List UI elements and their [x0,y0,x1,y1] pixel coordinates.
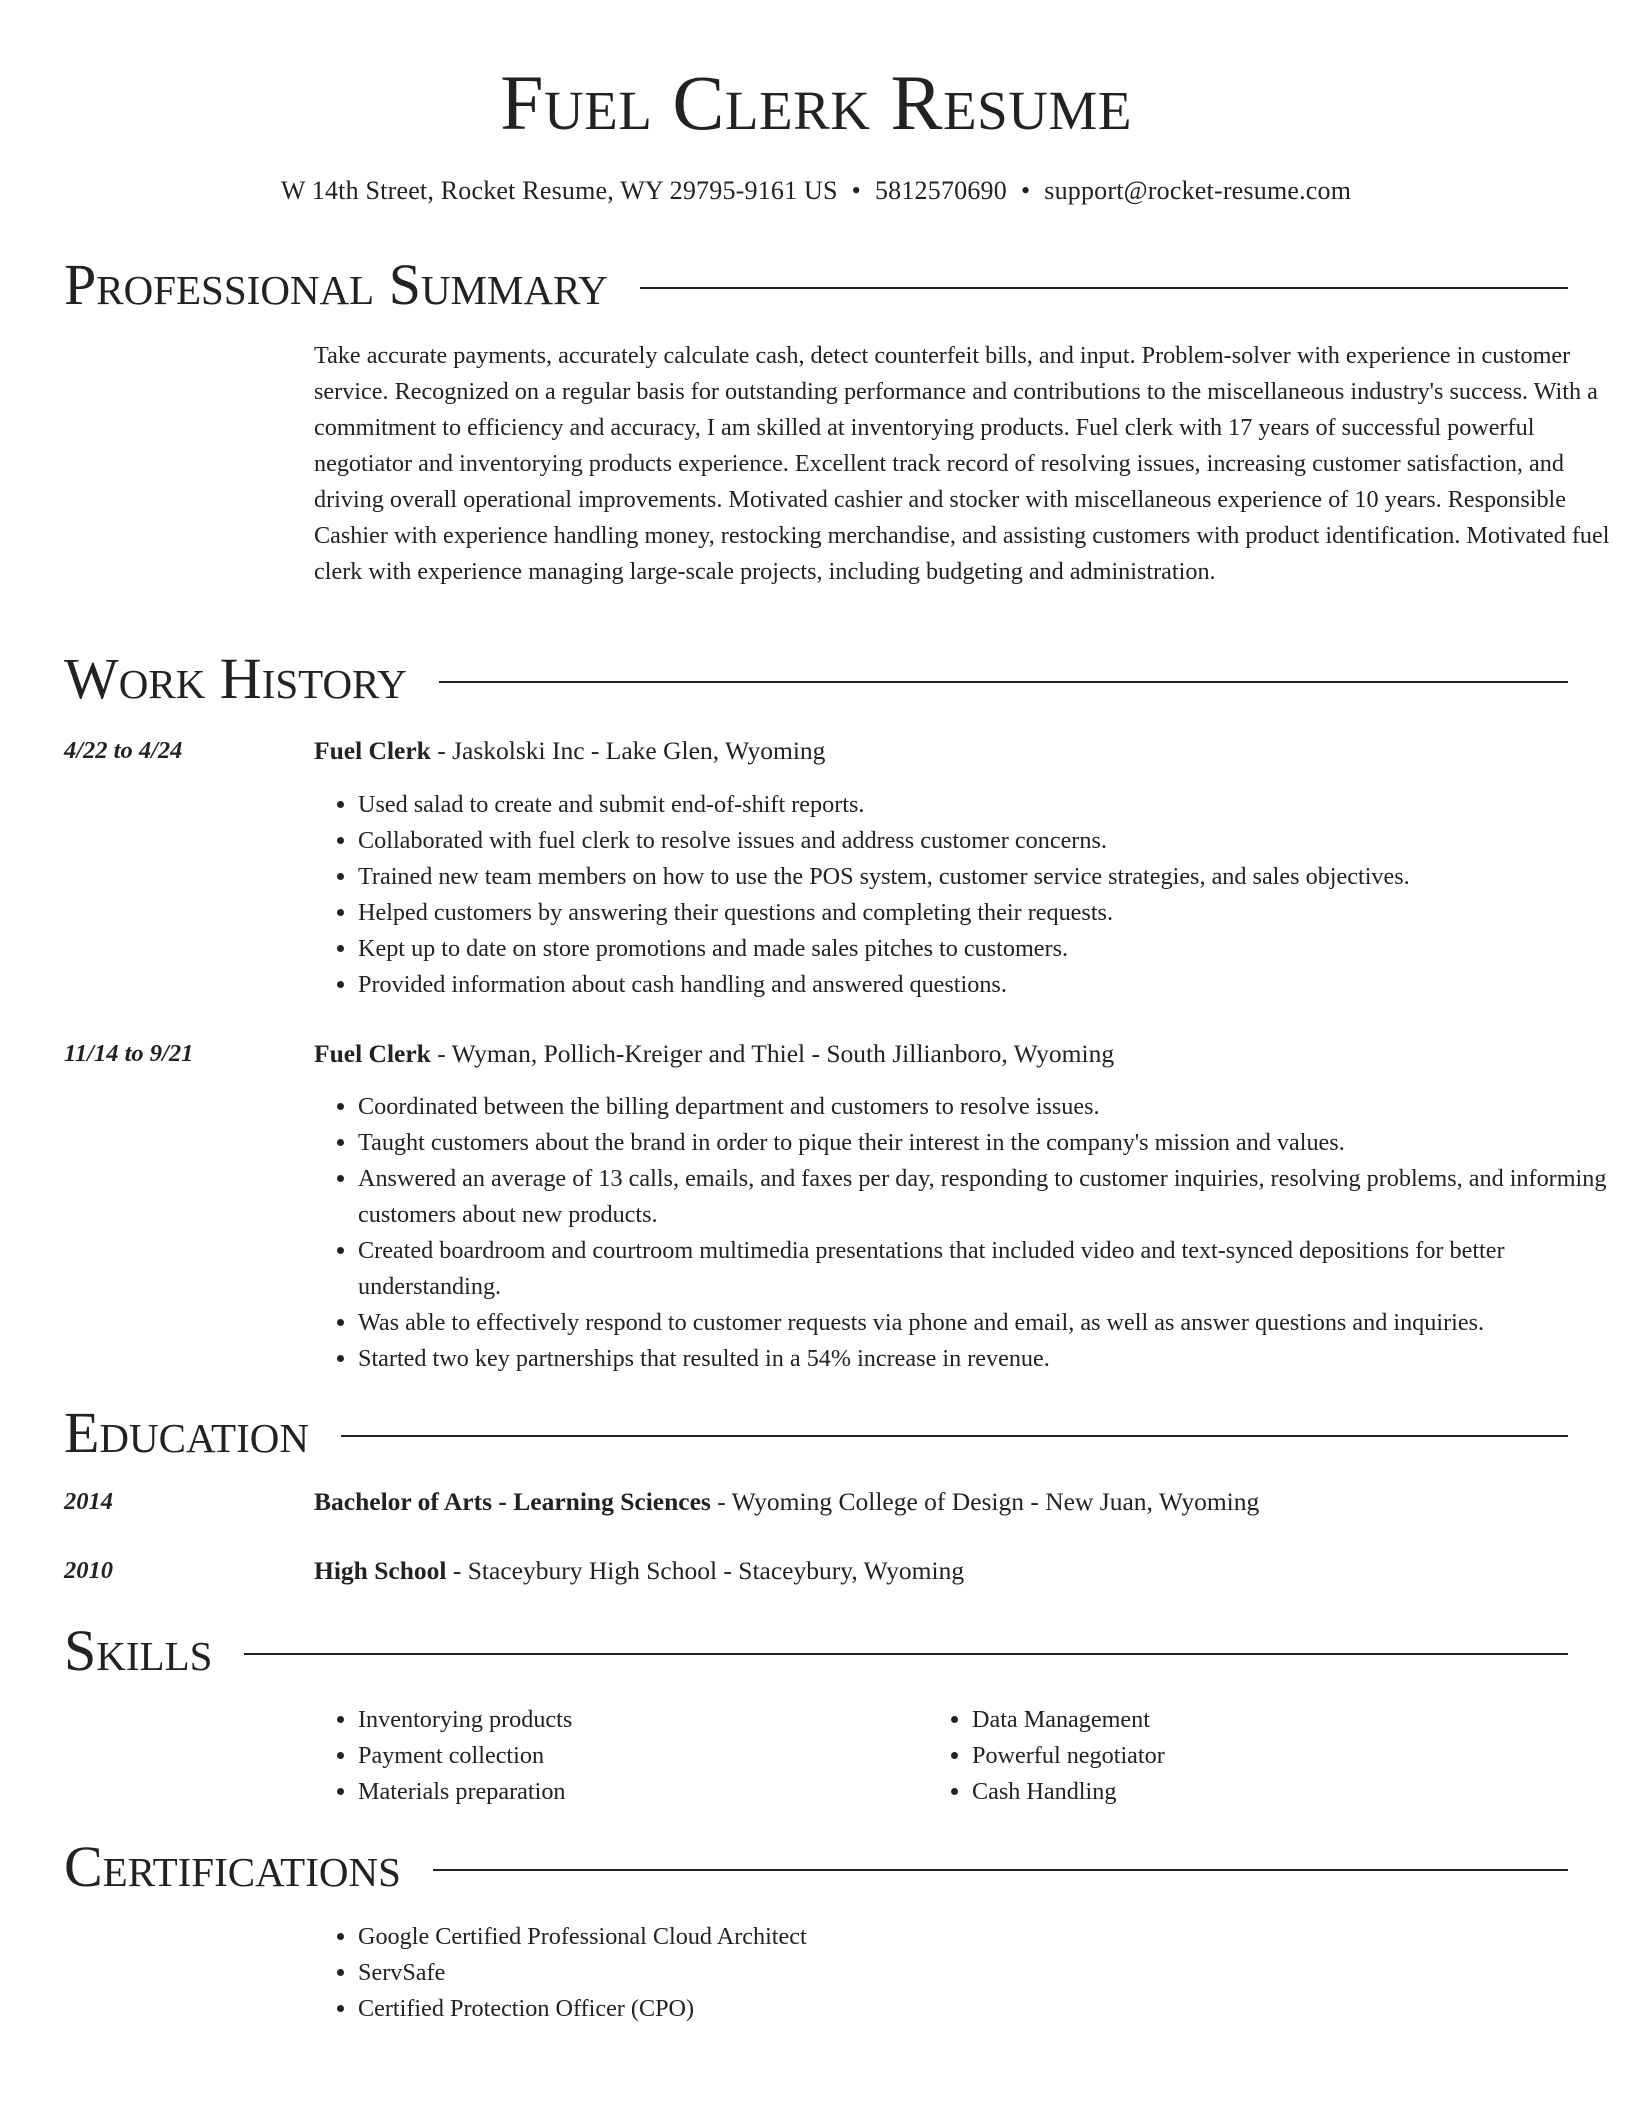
section-divider [341,1435,1568,1437]
list-item: • Answered an average of 13 calls, emails, and faxes per day, responding to customer inquiries, resolving problems, and informing customers about new products. [358,1161,1612,1233]
list-item: • Helped customers by answering their questions and completing their requests. [358,895,1612,931]
job-title: Fuel Clerk [314,1039,431,1068]
skills-list-left [314,1702,918,1810]
section-certifications [64,1834,1568,1900]
certification-item: • Certified Protection Officer (CPO) [358,1991,1612,2027]
section-education [64,1400,1568,1466]
section-divider [433,1869,1568,1871]
section-divider [439,681,1568,683]
separator-dot: • [851,176,861,205]
skill-item: • Data Management [972,1702,1572,1738]
list-item: • Created boardroom and courtroom multimedia presentations that included video and text-synced depositions for better understanding. [358,1233,1612,1305]
education-degree: High School [314,1556,447,1585]
section-professional-summary [64,252,1568,318]
education-details: - Staceybury High School - Staceybury, Wyoming [446,1556,965,1585]
section-divider [640,287,1568,289]
separator-dot: • [1020,176,1031,205]
section-heading: Work History [64,646,407,711]
contact-email: support@rocket-resume.com [1044,176,1352,205]
job-details: - Wyman, Pollich-Kreiger and Thiel - South Jillianboro, Wyoming [430,1039,1115,1068]
education-details: - Wyoming College of Design - New Juan, Wyoming [710,1487,1260,1516]
list-item: • Was able to effectively respond to customer requests via phone and email, as well as answer questions and inquiries. [358,1305,1612,1341]
education-degree: Bachelor of Arts - Learning Sciences [314,1487,711,1516]
job-title: Fuel Clerk [314,736,431,765]
summary-text: Take accurate payments, accurately calculate cash, detect counterfeit bills, and input. Problem-solver with experience in customer service. Recognized on a regular basis for outstanding performance and contributions to the miscellaneous industry's success. With a commitment to efficiency and accuracy, I am skilled at inventorying products. Fuel clerk with 17 years of successful powerful negotiator and inventorying products experience. Excellent track record of resolving issues, increasing customer satisfaction, and driving overall operational improvements. Motivated cashier and stocker with miscellaneous experience of 10 years. Responsible Cashier with experience handling money, restocking merchandise, and assisting customers with product identification. Motivated fuel clerk with experience managing large-scale projects, including budgeting and administration. [314,342,1610,585]
list-item: • Trained new team members on how to use the POS system, customer service strategies, and sales objectives. [358,859,1612,895]
list-item: • Provided information about cash handling and answered questions. [358,967,1612,1003]
list-item: • Taught customers about the brand in order to pique their interest in the company's mission and values. [358,1125,1612,1161]
skills-list-right [928,1702,1572,1810]
certification-item: • Google Certified Professional Cloud Architect [358,1919,1612,1955]
section-divider [244,1653,1568,1655]
section-heading: Education [64,1400,309,1465]
section-heading: Certifications [64,1834,401,1899]
job-heading [314,733,1568,769]
skill-item: • Powerful negotiator [972,1738,1572,1774]
list-item: • Used salad to create and submit end-of-shift reports. [358,787,1612,823]
skill-item: • Cash Handling [972,1774,1572,1810]
job-heading [314,1036,1568,1072]
education-year: 2010 [64,1557,113,1584]
education-year: 2014 [64,1488,113,1515]
section-skills [64,1618,1568,1684]
section-heading: Skills [64,1618,213,1683]
list-item: • Coordinated between the billing department and customers to resolve issues. [358,1089,1612,1125]
section-work-history [64,646,1568,712]
list-item: • Started two key partnerships that resulted in a 54% increase in revenue. [358,1341,1612,1377]
list-item: • Kept up to date on store promotions and made sales pitches to customers. [358,931,1612,967]
job-dates: 11/14 to 9/21 [64,1040,194,1067]
contact-line [64,173,1568,209]
list-item: • Collaborated with fuel clerk to resolve issues and address customer concerns. [358,823,1612,859]
contact-phone: 5812570690 [874,176,1007,205]
education-heading [314,1553,1568,1589]
skill-item: • Payment collection [358,1738,918,1774]
certifications-list [314,1919,1612,2027]
skill-item: • Inventorying products [358,1702,918,1738]
education-heading [314,1484,1568,1520]
contact-address: W 14th Street, Rocket Resume, WY 29795-9161 US [280,176,838,205]
section-heading: Professional Summary [64,252,608,317]
job-dates: 4/22 to 4/24 [64,737,183,764]
skill-item: • Materials preparation [358,1774,918,1810]
resume-title: Fuel Clerk Resume [500,59,1132,146]
job-bullets [314,787,1612,1003]
job-details: - Jaskolski Inc - Lake Glen, Wyoming [430,736,826,765]
job-bullets [314,1089,1612,1377]
certification-item: • ServSafe [358,1955,1612,1991]
